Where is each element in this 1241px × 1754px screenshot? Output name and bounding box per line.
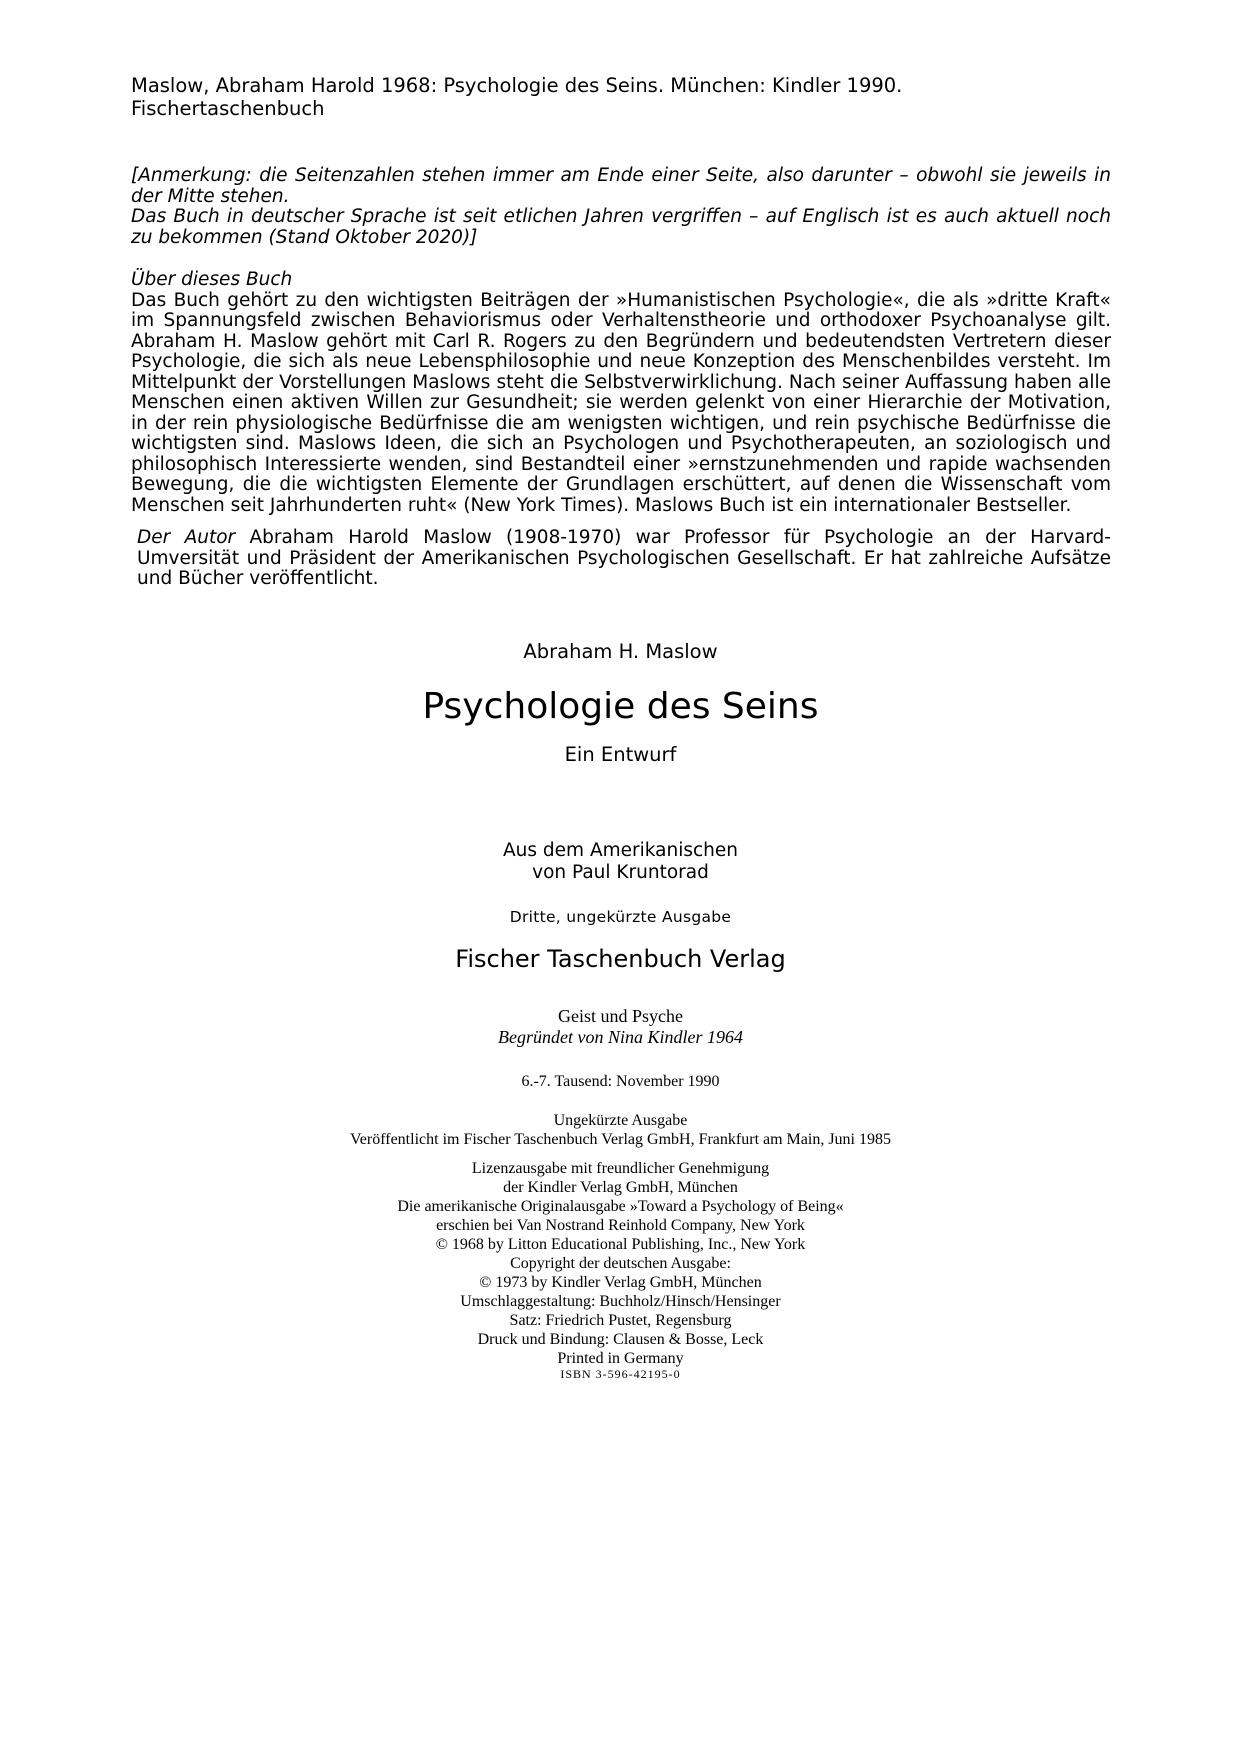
edition-note: Dritte, ungekürzte Ausgabe — [509, 908, 732, 926]
imprint-line: © 1968 by Litton Educational Publishing, Inc., New York — [435, 1236, 806, 1253]
imprint-line: Lizenzausgabe mit freundlicher Genehmigung — [471, 1160, 770, 1177]
edition-unabridged: Ungekürzte Ausgabe — [553, 1112, 688, 1129]
imprint-line: Satz: Friedrich Pustet, Regensburg — [509, 1312, 732, 1329]
about-heading: Über dieses Buch — [131, 269, 293, 290]
translation-credit — [0, 840, 1241, 884]
imprint-line: der Kindler Verlag GmbH, München — [503, 1179, 738, 1196]
license-block — [0, 1159, 1241, 1381]
author-bio-lead: Der Autor — [137, 527, 236, 548]
imprint-line: Druck und Bindung: Clausen & Bosse, Leck — [477, 1331, 764, 1348]
translation-line-1: Aus dem Amerikanischen — [503, 840, 738, 861]
author-bio — [137, 528, 1111, 590]
publication-info — [0, 1111, 1241, 1149]
isbn: ISBN 3-596-42195-0 — [560, 1367, 681, 1381]
note-line-2: Das Buch in deutscher Sprache ist seit etlichen Jahren vergriffen – auf Englisch ist es auch aktuell noch zu bekommen (Stand Oktober 2020)] — [131, 206, 1111, 248]
series-founded: Begründet von Nina Kindler 1964 — [498, 1027, 743, 1047]
editor-note — [131, 166, 1111, 248]
title-page-author: Abraham H. Maslow — [523, 640, 718, 663]
publisher-name: Fischer Taschenbuch Verlag — [455, 945, 786, 973]
printing-info: 6.-7. Tausend: November 1990 — [521, 1073, 720, 1090]
imprint-line: Copyright der deutschen Ausgabe: — [510, 1255, 731, 1272]
imprint-line: Die amerikanische Originalausgabe »Toward a Psychology of Being« — [397, 1198, 844, 1215]
translation-line-2: von Paul Kruntorad — [532, 862, 709, 883]
imprint-line: erschien bei Van Nostrand Reinhold Company, New York — [436, 1217, 805, 1234]
bibliographic-citation — [131, 74, 1111, 120]
series-info — [0, 1006, 1241, 1048]
imprint-line: Umschlaggestaltung: Buchholz/Hinsch/Hensinger — [460, 1293, 781, 1310]
book-title: Psychologie des Seins — [422, 686, 819, 727]
citation-line-1: Maslow, Abraham Harold 1968: Psychologie des Seins. München: Kindler 1990. — [131, 74, 903, 97]
published-line: Veröffentlicht im Fischer Taschenbuch Verlag GmbH, Frankfurt am Main, Juni 1985 — [350, 1131, 891, 1148]
about-book-section — [131, 270, 1111, 516]
book-subtitle: Ein Entwurf — [564, 743, 677, 766]
author-bio-text: Abraham Harold Maslow (1908-1970) war Professor für Psychologie an der Harvard-Umversität und Präsident der Amerikanischen Psychologischen Gesellschaft. Er hat zahlreiche Aufsätze und Bücher veröffentlicht. — [137, 527, 1111, 589]
note-line-1: [Anmerkung: die Seitenzahlen stehen immer am Ende einer Seite, also darunter – obwohl sie jeweils in der Mitte stehen. — [131, 165, 1111, 207]
series-name: Geist und Psyche — [558, 1006, 683, 1026]
about-text: Das Buch gehört zu den wichtigsten Beiträgen der »Humanistischen Psychologie«, die als »dritte Kraft« im Spannungsfeld zwischen Behaviorismus oder Verhaltenstheorie und orthodoxer Psychoanalyse gilt. Abraham H. Maslow gehört mit Carl R. Rogers zu den Begründern und bedeutendsten Vertretern dieser Psychologie, die sich als neue Lebensphilosophie und neue Konzeption des Menschenbildes versteht. Im Mittelpunkt der Vorstellungen Maslows steht die Selbstverwirklichung. Nach seiner Auffassung haben alle Menschen einen aktiven Willen zur Gesundheit; sie werden gelenkt von einer Hierarchie der Motivation, in der rein physiologische Bedürfnisse die am wenigsten wichtigen, und rein psychische Bedürfnisse die wichtigsten sind. Maslows Ideen, die sich an Psychologen und Psychotherapeuten, an soziologisch und philosophisch Interessierte wenden, sind Bestandteil einer »ernstzunehmenden und rapide wachsenden Bewegung, die die wichtigsten Elemente der Grundlagen erschüttert, auf denen die Wissenschaft vom Menschen seit Jahrhunderten ruht« (New York Times). Maslows Buch ist ein internationaler Bestseller. — [131, 289, 1111, 516]
imprint-line: Printed in Germany — [557, 1350, 684, 1367]
imprint-line: © 1973 by Kindler Verlag GmbH, München — [479, 1274, 762, 1291]
citation-line-2: Fischertaschenbuch — [131, 97, 325, 120]
